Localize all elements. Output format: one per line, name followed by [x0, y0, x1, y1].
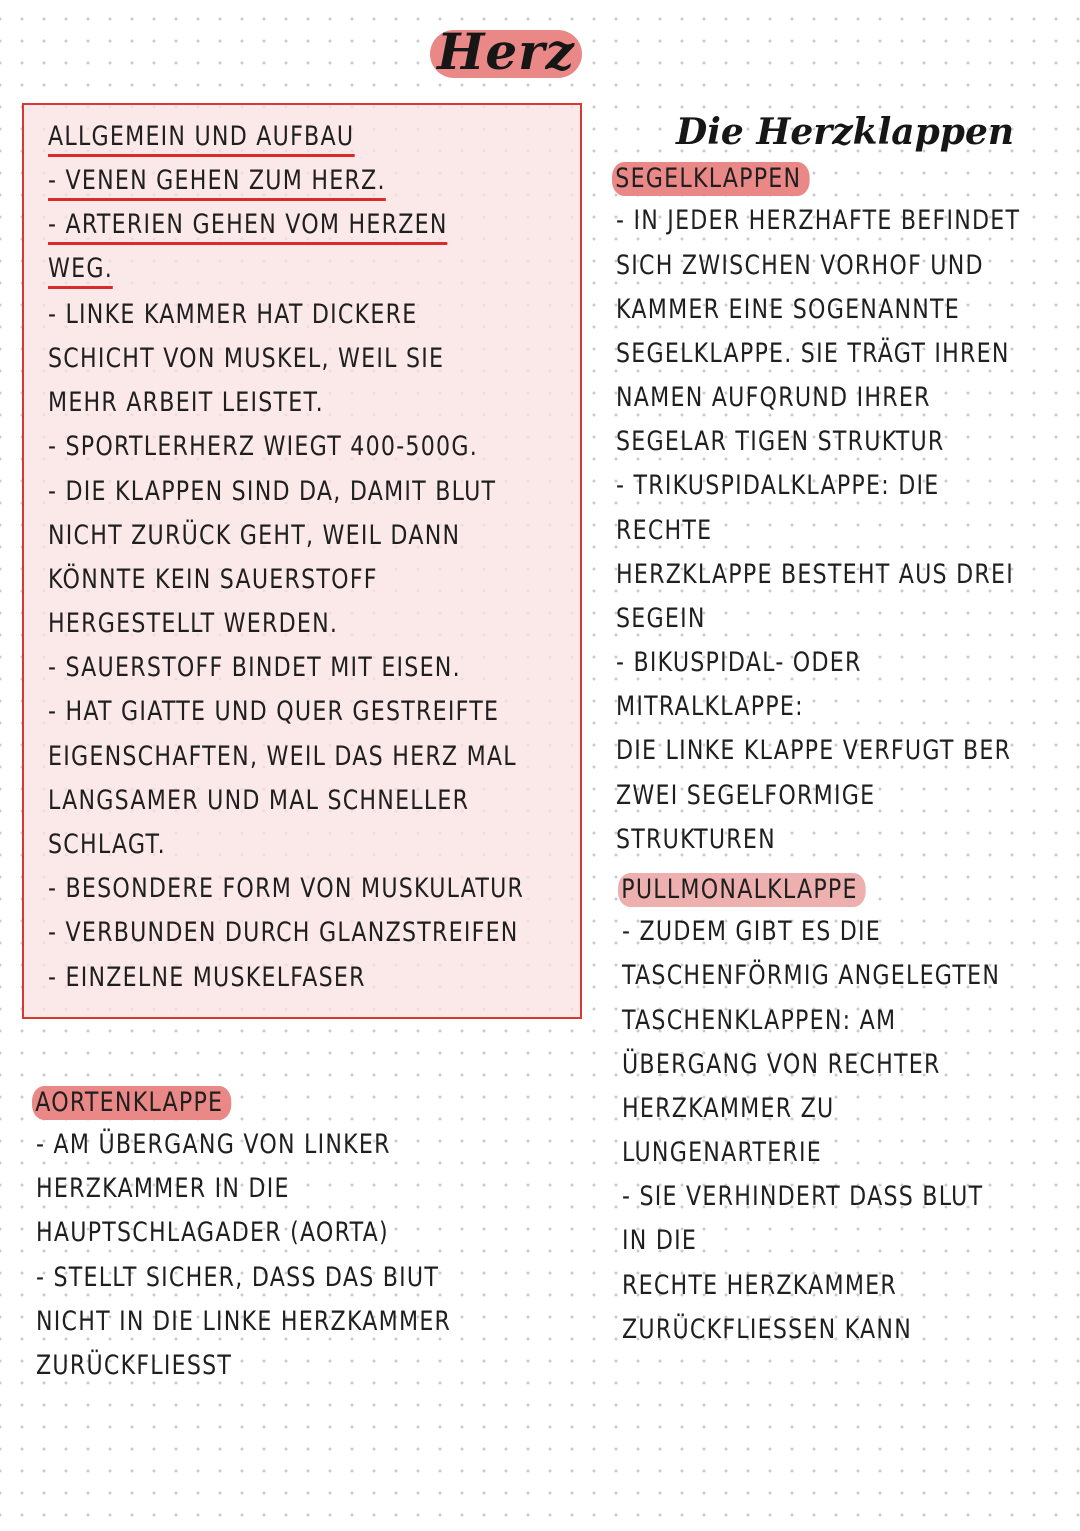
atrioventricular-valves-line: ZWEI SEGELFORMIGE: [616, 780, 876, 811]
general-line: - SPORTLERHERZ WIEGT 400-500G.: [48, 431, 479, 462]
general-line: - HAT GIATTE UND QUER GESTREIFTE: [48, 696, 500, 727]
pulmonary-valve-line: HERZKAMMER ZU: [622, 1093, 835, 1124]
atrioventricular-valves-line: SEGELAR TIGEN STRUKTUR: [616, 426, 945, 457]
general-line: - VERBUNDEN DURCH GLANZSTREIFEN: [48, 917, 519, 948]
general-line: SCHLAGT.: [48, 829, 166, 860]
atrioventricular-valves-line: NAMEN AUFQRUND IHRER: [616, 382, 931, 413]
pulmonary-valve-line: IN DIE: [622, 1225, 698, 1256]
aortic-valve-line: ZURÜCKFLIESST: [36, 1350, 233, 1381]
pulmonary-valve-line: ÜBERGANG VON RECHTER: [622, 1049, 941, 1080]
atrioventricular-valves-line: HERZKLAPPE BESTEHT AUS DREI: [616, 559, 1014, 590]
pulmonary-valve-line: TASCHENKLAPPEN: AM: [622, 1005, 897, 1036]
pulmonary-valve-line: TASCHENFÖRMIG ANGELEGTEN: [622, 960, 1001, 991]
general-line: SCHICHT VON MUSKEL, WEIL SIE: [48, 343, 445, 374]
pulmonary-valve-line: LUNGENARTERIE: [622, 1137, 823, 1168]
atrioventricular-valves-line: RECHTE: [616, 515, 713, 546]
pulmonary-valve-line: - SIE VERHINDERT DASS BLUT: [622, 1181, 984, 1212]
pulmonary-valve-line: RECHTE HERZKAMMER: [622, 1270, 897, 1301]
general-line: WEG.: [48, 252, 113, 289]
atrioventricular-valves-line: SICH ZWISCHEN VORHOF UND: [616, 250, 984, 281]
aortic-valve-heading: AORTENKLAPPE: [32, 1086, 231, 1120]
atrioventricular-valves-line: SEGELKLAPPE. SIE TRÄGT IHREN: [616, 338, 1010, 369]
general-line: NICHT ZURÜCK GEHT, WEIL DANN: [48, 520, 461, 551]
atrioventricular-valves-line: MITRALKLAPPE:: [616, 691, 804, 722]
pulmonary-valve-line: - ZUDEM GIBT ES DIE: [622, 916, 882, 947]
pulmonary-valve-heading: PULLMONALKLAPPE: [618, 873, 866, 907]
aortic-valve-line: NICHT IN DIE LINKE HERZKAMMER: [36, 1306, 452, 1337]
aortic-valve-line: - AM ÜBERGANG VON LINKER: [36, 1129, 391, 1160]
heart-valves-heading: Die Herzklappen: [676, 111, 1015, 153]
general-line: EIGENSCHAFTEN, WEIL DAS HERZ MAL: [48, 741, 517, 772]
general-line: - BESONDERE FORM VON MUSKULATUR: [48, 873, 525, 904]
atrioventricular-valves-line: - BIKUSPIDAL- ODER: [616, 647, 862, 678]
atrioventricular-valves-heading: SEGELKLAPPEN: [612, 162, 810, 196]
general-structure-heading: ALLGEMEIN UND AUFBAU: [48, 120, 354, 157]
atrioventricular-valves-line: KAMMER EINE SOGENANNTE: [616, 294, 961, 325]
general-line: - LINKE KAMMER HAT DICKERE: [48, 299, 418, 330]
atrioventricular-valves-line: SEGEIN: [616, 603, 706, 634]
general-line: - EINZELNE MUSKELFASER: [48, 962, 366, 993]
general-line: - ARTERIEN GEHEN VOM HERZEN: [48, 208, 448, 245]
page-title: Herz: [437, 22, 575, 81]
page-title-wrapper: [430, 22, 582, 84]
general-line: MEHR ARBEIT LEISTET.: [48, 387, 324, 418]
general-line: HERGESTELLT WERDEN.: [48, 608, 339, 639]
atrioventricular-valves-line: DIE LINKE KLAPPE VERFUGT BER: [616, 735, 1012, 766]
general-line: - SAUERSTOFF BINDET MIT EISEN.: [48, 652, 461, 683]
atrioventricular-valves-line: - TRIKUSPIDALKLAPPE: DIE: [616, 470, 940, 501]
general-line: KÖNNTE KEIN SAUERSTOFF: [48, 564, 378, 595]
aortic-valve-line: HAUPTSCHLAGADER (AORTA): [36, 1217, 389, 1248]
general-line: - VENEN GEHEN ZUM HERZ.: [48, 164, 386, 201]
aortic-valve-line: - STELLT SICHER, DASS DAS BIUT: [36, 1262, 440, 1293]
general-line: - DIE KLAPPEN SIND DA, DAMIT BLUT: [48, 476, 497, 507]
atrioventricular-valves-line: - IN JEDER HERZHAFTE BEFINDET: [616, 205, 1021, 236]
aortic-valve-line: HERZKAMMER IN DIE: [36, 1173, 290, 1204]
pulmonary-valve-line: ZURÜCKFLIESSEN KANN: [622, 1314, 912, 1345]
atrioventricular-valves-line: STRUKTUREN: [616, 824, 776, 855]
general-line: LANGSAMER UND MAL SCHNELLER: [48, 785, 470, 816]
